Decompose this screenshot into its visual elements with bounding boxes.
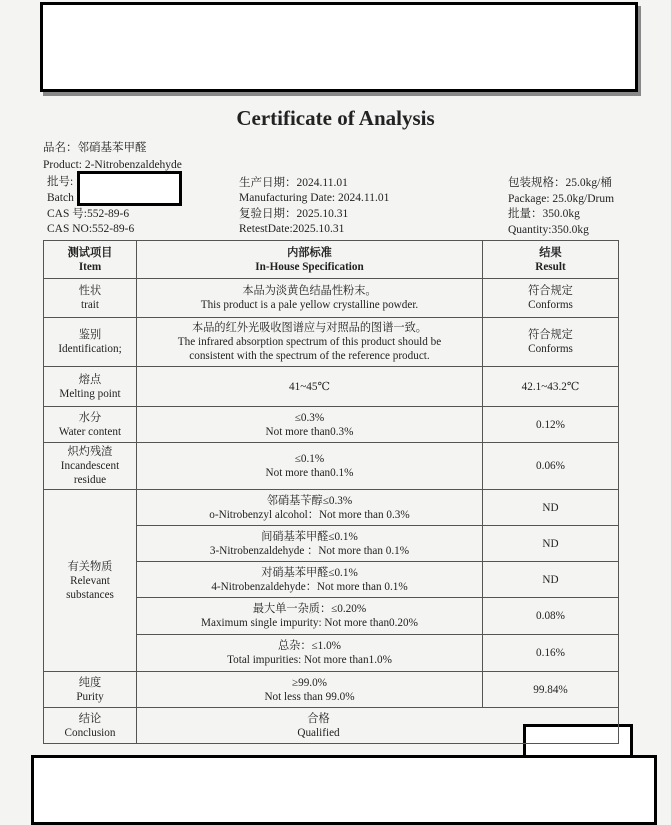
result-identification-en: Conforms (528, 343, 573, 355)
spec-relevant-2 (137, 526, 483, 562)
item-relevant-substances (44, 490, 137, 672)
item-identification-en: Identification; (58, 343, 122, 355)
item-melting-cn: 熔点 (78, 373, 102, 386)
header-result-cn: 结果 (539, 246, 562, 259)
analysis-table (43, 240, 619, 744)
result-trait-cn: 符合规定 (528, 285, 573, 297)
spec-trait-cn: 本品为淡黄色结晶性粉末。 (242, 285, 377, 297)
batch-label-en: Batch (47, 192, 74, 204)
result-relevant-4: 0.08% (483, 598, 619, 635)
batch-label-cn: 批号: (47, 176, 74, 188)
product-name-cn: 品名：邻硝基苯甲醛 (43, 142, 147, 154)
result-melting-point: 42.1~43.2℃ (483, 367, 619, 407)
spec-residue (137, 443, 483, 490)
item-identification-cn: 鉴别 (78, 329, 102, 341)
spec-relevant-5 (137, 635, 483, 672)
conclusion-text (137, 708, 619, 744)
manufacturing-date-en: Manufacturing Date: 2024.11.01 (239, 192, 390, 204)
spec-relevant-3-cn: 对硝基苯甲醛≤0.1% (261, 566, 358, 579)
table-row-identification (44, 318, 619, 367)
item-residue-en-2: residue (73, 474, 107, 486)
spec-relevant-1-cn: 邻硝基苄醇≤0.3% (266, 494, 353, 507)
spec-purity-cn: ≥99.0% (291, 676, 328, 689)
spec-relevant-3 (137, 562, 483, 598)
result-purity: 99.84% (483, 672, 619, 708)
header-item (44, 241, 137, 279)
item-residue-en-1: Incandescent (60, 460, 120, 472)
spec-identification-cn: 本品的红外光吸收图谱应与对照品的图谱一致。 (192, 322, 427, 334)
spec-purity (137, 672, 483, 708)
item-trait-cn: 性状 (78, 285, 102, 297)
header-spec-cn: 内部标准 (287, 246, 332, 259)
item-relevant-en-1: Relevant (70, 574, 110, 587)
result-trait (483, 279, 619, 318)
result-relevant-2: ND (483, 526, 619, 562)
redaction-box-top (40, 2, 638, 92)
table-row-purity (44, 672, 619, 708)
package-en: Package: 25.0kg/Drum (508, 193, 615, 205)
spec-residue-cn: ≤0.1% (294, 453, 325, 465)
spec-identification-en-2: consistent with the spectrum of the reference product. (189, 350, 430, 362)
header-item-cn: 测试项目 (67, 246, 113, 259)
spec-relevant-4-cn: 最大单一杂质：≤0.20% (252, 603, 367, 615)
product-name-en: Product: 2-Nitrobenzaldehyde (43, 159, 182, 171)
spec-water-cn: ≤0.3% (294, 411, 325, 424)
item-water-en: Water content (58, 425, 122, 438)
header-spec (137, 241, 483, 279)
result-relevant-1: ND (483, 490, 619, 526)
header-result (483, 241, 619, 279)
item-melting-point (44, 367, 137, 407)
item-conclusion (44, 708, 137, 744)
manufacturing-date-cn: 生产日期：2024.11.01 (239, 177, 348, 189)
spec-identification (137, 318, 483, 367)
spec-relevant-1-en: o-Nitrobenzyl alcohol：Not more than 0.3% (209, 508, 410, 521)
table-row-water-content (44, 407, 619, 443)
document-title: Certificate of Analysis (236, 106, 435, 130)
spec-identification-en-1: The infrared absorption spectrum of this product should be (177, 336, 442, 348)
spec-relevant-5-cn: 总杂：≤1.0% (277, 640, 341, 652)
item-residue-cn: 炽灼残渣 (67, 446, 113, 458)
result-identification-cn: 符合规定 (528, 329, 573, 341)
table-row-conclusion (44, 708, 619, 744)
spec-relevant-3-en: 4-Nitrobenzaldehyde：Not more than 0.1% (211, 580, 408, 593)
table-row-trait (44, 279, 619, 318)
item-conclusion-cn: 结论 (78, 712, 102, 725)
result-water-content: 0.12% (483, 407, 619, 443)
item-purity-en: Purity (76, 690, 104, 703)
spec-relevant-4 (137, 598, 483, 635)
header-spec-en: In-House Specification (255, 260, 364, 273)
item-water-content (44, 407, 137, 443)
table-row-residue (44, 443, 619, 490)
item-relevant-cn: 有关物质 (67, 560, 113, 573)
item-melting-en: Melting point (59, 387, 121, 400)
item-purity (44, 672, 137, 708)
conclusion-text-en: Qualified (297, 726, 340, 739)
result-identification (483, 318, 619, 367)
spec-melting-point: 41~45℃ (137, 367, 483, 407)
retest-date-cn: 复验日期：2025.10.31 (239, 208, 349, 220)
spec-residue-en: Not more than0.1% (265, 467, 354, 479)
result-relevant-5: 0.16% (483, 635, 619, 672)
table-row-melting-point (44, 367, 619, 407)
redaction-box-batch (77, 171, 182, 206)
result-residue: 0.06% (483, 443, 619, 490)
spec-relevant-5-en: Total impurities: Not more than1.0% (227, 654, 392, 666)
package-cn: 包装规格：25.0kg/桶 (508, 177, 612, 189)
quantity-en: Quantity:350.0kg (508, 224, 589, 236)
item-trait-en: trait (80, 299, 100, 311)
item-water-cn: 水分 (78, 411, 102, 424)
item-relevant-en-2: substances (66, 588, 114, 601)
item-conclusion-en: Conclusion (64, 726, 116, 739)
table-row-relevant-1 (44, 490, 619, 526)
spec-water-content (137, 407, 483, 443)
header-item-en: Item (78, 260, 102, 273)
item-trait (44, 279, 137, 318)
spec-relevant-1 (137, 490, 483, 526)
spec-purity-en: Not less than 99.0% (264, 690, 355, 703)
item-identification (44, 318, 137, 367)
redaction-box-bottom (31, 755, 657, 825)
spec-relevant-2-cn: 间硝基苯甲醛≤0.1% (261, 530, 358, 543)
spec-trait-en: This product is a pale yellow crystalline powder. (200, 299, 419, 311)
result-trait-en: Conforms (528, 299, 573, 311)
item-purity-cn: 纯度 (78, 676, 102, 689)
table-header-row (44, 241, 619, 279)
retest-date-en: RetestDate:2025.10.31 (239, 223, 345, 235)
cas-number-en: CAS NO:552-89-6 (47, 223, 135, 235)
spec-trait (137, 279, 483, 318)
cas-number-cn: CAS 号:552-89-6 (47, 208, 130, 220)
item-residue (44, 443, 137, 490)
header-result-en: Result (535, 260, 566, 273)
quantity-cn: 批量：350.0kg (508, 208, 580, 220)
spec-relevant-2-en: 3-Nitrobenzaldehyde ：Not more than 0.1% (209, 544, 410, 557)
conclusion-text-cn: 合格 (307, 712, 330, 725)
spec-water-en: Not more than0.3% (265, 425, 354, 438)
spec-relevant-4-en: Maximum single impurity: Not more than0.20% (201, 617, 418, 629)
result-relevant-3: ND (483, 562, 619, 598)
